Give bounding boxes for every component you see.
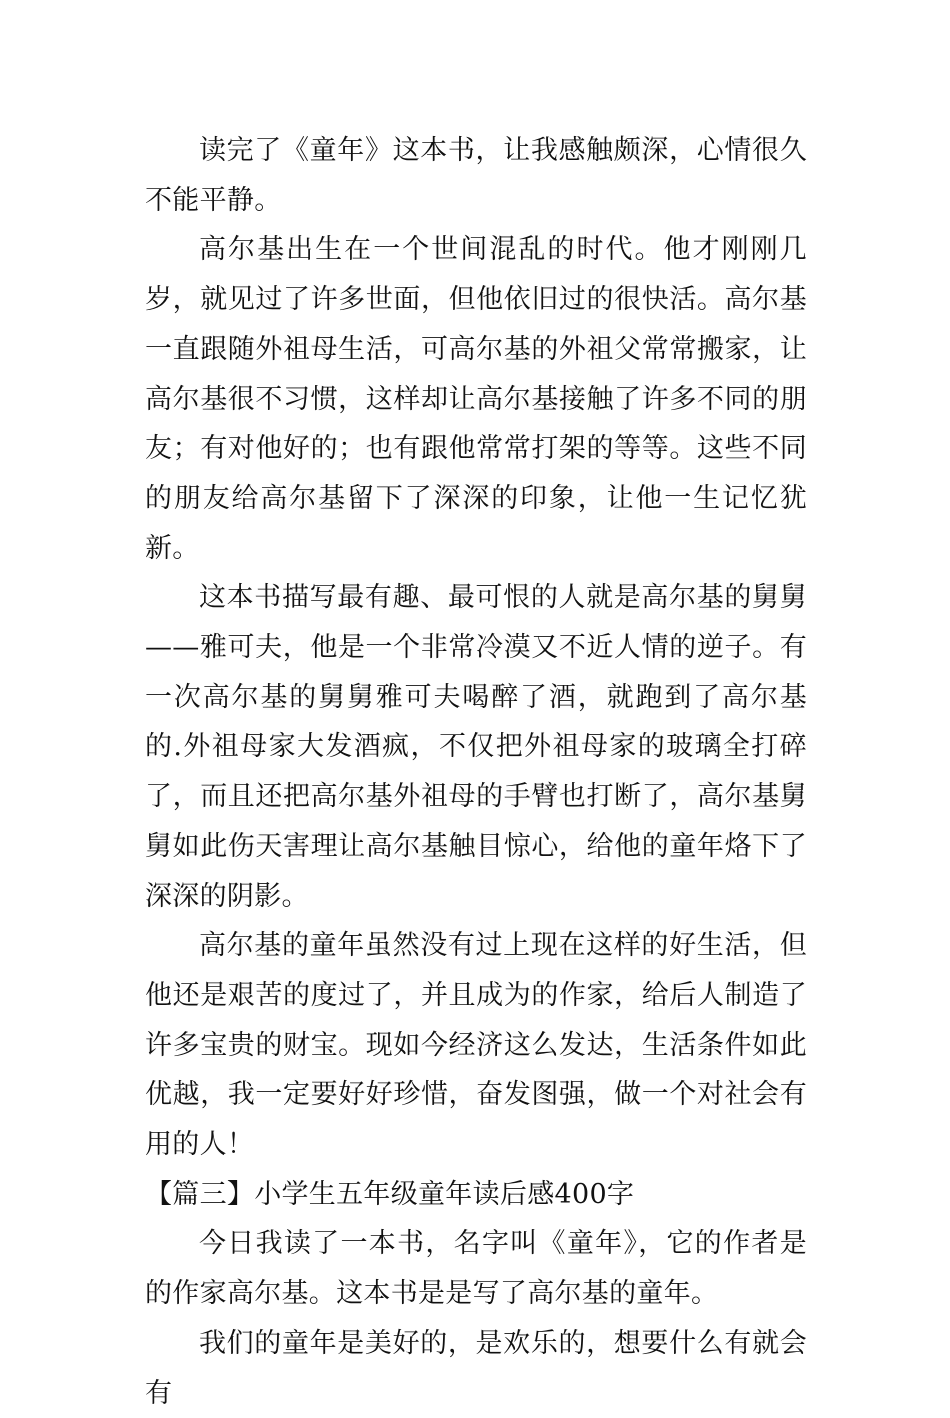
paragraph-3: 这本书描写最有趣、最可恨的人就是高尔基的舅舅——雅可夫，他是一个非常冷漠又不近人情的逆子。有一次高尔基的舅舅雅可夫喝醉了酒，就跑到了高尔基的.外祖母家大发酒疯，不仅把外祖母家的玻璃全打碎了，而且还把高尔基外祖母的手臂也打断了，高尔基舅舅如此伤天害理让高尔基触目惊心，给他的童年烙下了深深的阴影。 bbox=[145, 582, 807, 912]
section-paragraph-2: 我们的童年是美好的，是欢乐的，想要什么有就会有 bbox=[145, 1327, 807, 1409]
section-paragraph-1: 今日我读了一本书，名字叫《童年》，它的作者是的作家高尔基。这本书是是写了高尔基的童年。 bbox=[145, 1228, 807, 1310]
document-body bbox=[145, 126, 807, 1418]
paragraph-1: 读完了《童年》这本书，让我感触颇深，心情很久不能平静。 bbox=[145, 135, 807, 216]
section-heading: 【篇三】小学生五年级童年读后感400字 bbox=[145, 1178, 635, 1210]
paragraph-4: 高尔基的童年虽然没有过上现在这样的好生活，但他还是艰苦的度过了，并且成为的作家，给后人制造了许多宝贵的财宝。现如今经济这么发达，生活条件如此优越，我一定要好好珍惜，奋发图强，做一个对社会有用的人！ bbox=[145, 930, 807, 1161]
paragraph-2: 高尔基出生在一个世间混乱的时代。他才刚刚几岁，就见过了许多世面，但他依旧过的很快活。高尔基一直跟随外祖母生活，可高尔基的外祖父常常搬家，让高尔基很不习惯，这样却让高尔基接触了许多不同的朋友；有对他好的；也有跟他常常打架的等等。这些不同的朋友给高尔基留下了深深的印象，让他一生记忆犹新。 bbox=[145, 234, 807, 564]
